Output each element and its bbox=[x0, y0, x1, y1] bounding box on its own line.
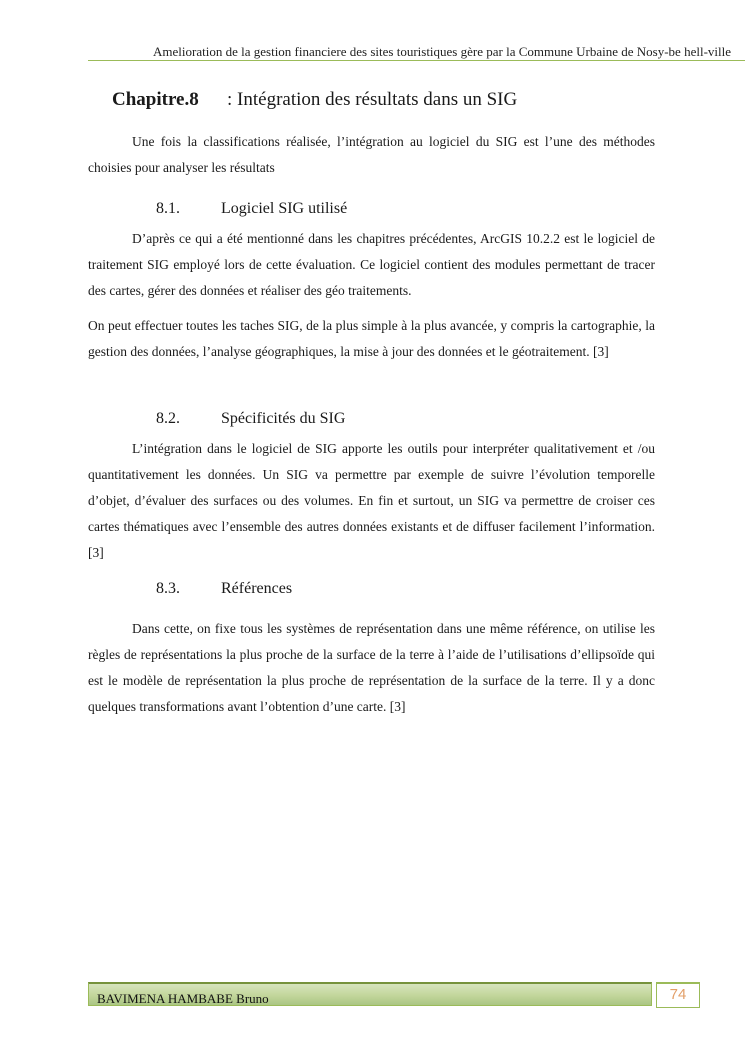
chapter-number: Chapitre.8 bbox=[112, 89, 199, 110]
section-number: 8.2. bbox=[156, 410, 180, 427]
section-title-text: Logiciel SIG utilisé bbox=[221, 200, 348, 217]
section-8-1-paragraph-1: D’après ce qui a été mentionné dans les chapitres précédentes, ArcGIS 10.2.2 est le logiciel de traitement SIG employé lors de cette évaluation. Ce logiciel contient des modules permettant de tracer des cartes, gérer des données et réaliser des géo traitements. bbox=[88, 231, 655, 298]
running-header: Amelioration de la gestion financiere des sites touristiques gère par la Commune Urbaine de Nosy-be hell-ville bbox=[153, 44, 731, 59]
footer-author: BAVIMENA HAMBABE Bruno bbox=[97, 991, 269, 1006]
chapter-title bbox=[112, 89, 517, 111]
section-heading-8-3 bbox=[156, 580, 292, 598]
section-title-text: Références bbox=[221, 580, 293, 597]
chapter-title-text: : Intégration des résultats dans un SIG bbox=[227, 89, 518, 110]
section-heading-8-2 bbox=[156, 410, 345, 428]
header-rule bbox=[88, 60, 745, 61]
intro-paragraph: Une fois la classifications réalisée, l’intégration au logiciel du SIG est l’une des méthodes choisies pour analyser les résultats bbox=[88, 134, 655, 175]
section-title-text: Spécificités du SIG bbox=[221, 410, 346, 427]
section-heading-8-1 bbox=[156, 200, 347, 218]
section-8-3-paragraph-1: Dans cette, on fixe tous les systèmes de représentation dans une même référence, on utilise les règles de représentations la plus proche de la surface de la terre à l’aide de l’utilisations d’ellipsoïde qui est le modèle de représentation la plus proche de représentation de la surface de la terre. Il y a donc quelques transformations avant l’obtention d’une carte. [3] bbox=[88, 621, 655, 714]
section-8-1-paragraph-2: On peut effectuer toutes les taches SIG, de la plus simple à la plus avancée, y compris la cartographie, la gestion des données, l’analyse géographiques, la mise à jour des données et le géotraitement. [3] bbox=[88, 318, 655, 359]
section-number: 8.1. bbox=[156, 200, 180, 217]
footer-bar bbox=[88, 982, 652, 1006]
section-number: 8.3. bbox=[156, 580, 180, 597]
section-8-2-paragraph-1: L’intégration dans le logiciel de SIG apporte les outils pour interpréter qualitativement et /ou quantitativement les données. Un SIG va permettre par exemple de suivre l’évolution temporelle d’objet, d’évaluer des surfaces ou des volumes. En fin et surtout, un SIG va permettre de croiser ces cartes thématiques avec l’ensemble des autres données existants et de diffuser facilement l’information. [3] bbox=[88, 441, 655, 560]
page-number: 74 bbox=[656, 982, 700, 1008]
